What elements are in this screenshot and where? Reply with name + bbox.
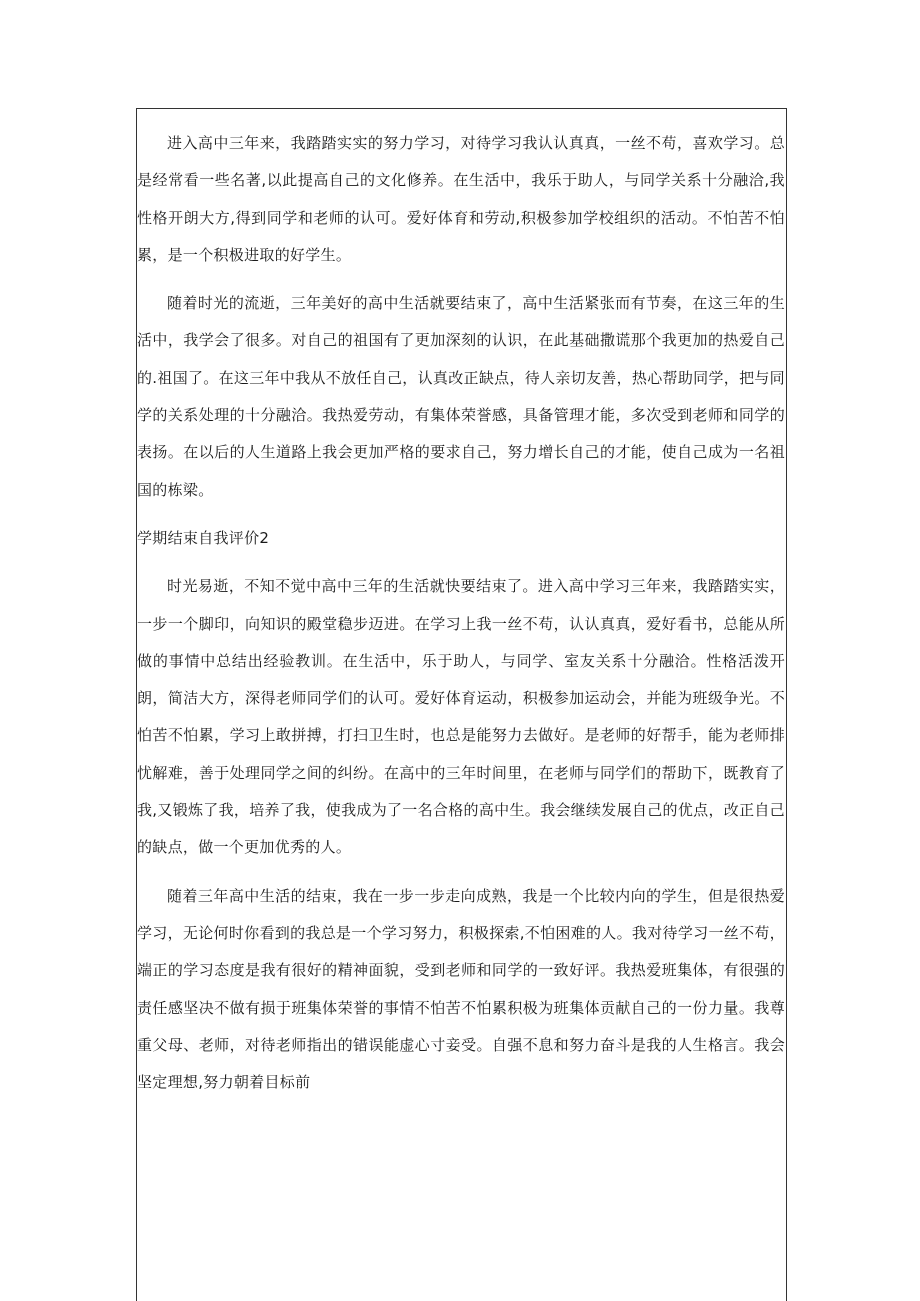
paragraph: 时光易逝，不知不觉中高中三年的生活就快要结束了。进入高中学习三年来，我踏踏实实，一步一个脚印，向知识的殿堂稳步迈进。在学习上我一丝不苟，认认真真，爱好看书，总能从所做的事情中总结出经验教训。在生活中，乐于助人，与同学、室友关系十分融洽。性格活泼开朗，简洁大方，深得老师同学们的认可。爱好体育运动，积极参加运动会，并能为班级争光。不怕苦不怕累，学习上敢拼搏，打扫卫生时，也总是能努力去做好。是老师的好帮手，能为老师排忧解难，善于处理同学之间的纠纷。在高中的三年时间里，在老师与同学们的帮助下，既教育了我,又锻炼了我，培养了我，使我成为了一名合格的高中生。我会继续发展自己的优点，改正自己的缺点，做一个更加优秀的人。 [137, 577, 785, 857]
document-body [137, 125, 785, 1112]
paragraph: 进入高中三年来，我踏踏实实的努力学习，对待学习我认认真真，一丝不苟，喜欢学习。总是经常看一些名著,以此提高自己的文化修养。在生活中，我乐于助人，与同学关系十分融洽,我性格开朗大方,得到同学和老师的认可。爱好体育和劳动,积极参加学校组织的活动。不怕苦不怕累，是一个积极进取的好学生。 [137, 134, 785, 264]
paragraph: 随着三年高中生活的结束，我在一步一步走向成熟，我是一个比较内向的学生，但是很热爱学习，无论何时你看到的我总是一个学习努力，积极探索,不怕困难的人。我对待学习一丝不苟，端正的学习态度是我有很好的精神面貌，受到老师和同学的一致好评。我热爱班集体，有很强的责任感坚决不做有损于班集体荣誉的事情不怕苦不怕累积极为班集体贡献自己的一份力量。我尊重父母、老师，对待老师指出的错误能虚心寸妾受。自强不息和努力奋斗是我的人生格言。我会坚定理想,努力朝着目标前 [137, 886, 785, 1092]
paragraph: 随着时光的流逝，三年美好的高中生活就要结束了，高中生活紧张而有节奏，在这三年的生活中，我学会了很多。对自己的祖国有了更加深刻的认识，在此基础撒谎那个我更加的热爱自己的.祖国了。在这三年中我从不放任自己，认真改正缺点，待人亲切友善，热心帮助同学，把与同学的关系处理的十分融洽。我热爱劳动，有集体荣誉感，具备管理才能，多次受到老师和同学的表扬。在以后的人生道路上我会更加严格的要求自己，努力增长自己的才能，使自己成为一名祖国的栋梁。 [137, 294, 785, 499]
section-heading: 学期结束自我评价2 [137, 528, 270, 547]
